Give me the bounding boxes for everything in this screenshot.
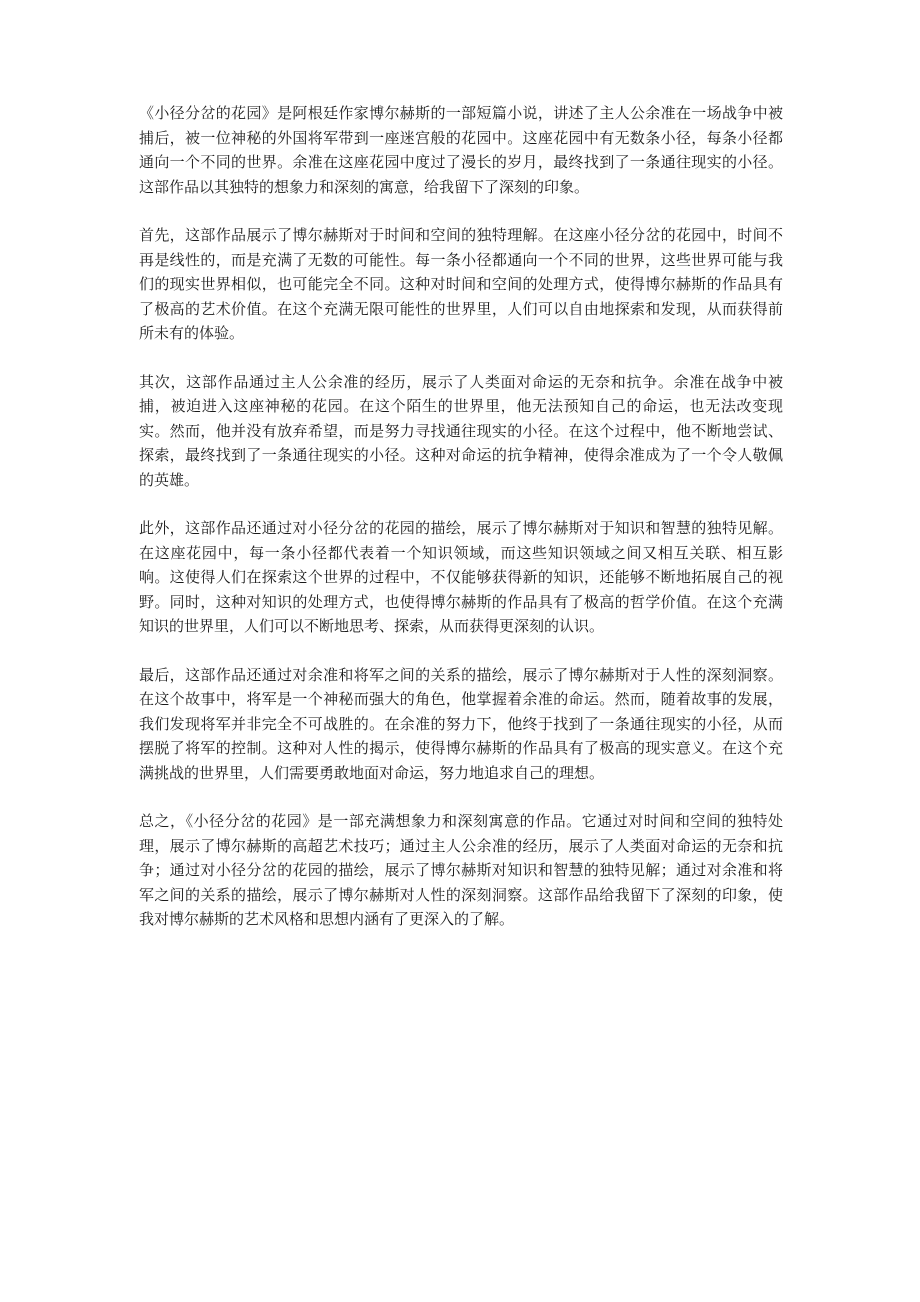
paragraph-conclusion: 总之，《小径分岔的花园》是一部充满想象力和深刻寓意的作品。它通过对时间和空间的独特处理，展示了博尔赫斯的高超艺术技巧；通过主人公余准的经历，展示了人类面对命运的无奈和抗争；通过对小径分岔的花园的描绘，展示了博尔赫斯对知识和智慧的独特见解；通过对余准和将军之间的关系的描绘，展示了博尔赫斯对人性的深刻洞察。这部作品给我留下了深刻的印象，使我对博尔赫斯的艺术风格和思想内涵有了更深入的了解。 [139, 812, 783, 928]
document-body [139, 101, 783, 956]
paragraph-time-space: 首先，这部作品展示了博尔赫斯对于时间和空间的独特理解。在这座小径分岔的花园中，时间不再是线性的，而是充满了无数的可能性。每一条小径都通向一个不同的世界，这些世界可能与我们的现实世界相似，也可能完全不同。这种对时间和空间的处理方式，使得博尔赫斯的作品具有了极高的艺术价值。在这个充满无限可能性的世界里，人们可以自由地探索和发现，从而获得前所未有的体验。 [139, 226, 783, 342]
paragraph-humanity: 最后，这部作品还通过对余准和将军之间的关系的描绘，展示了博尔赫斯对于人性的深刻洞察。在这个故事中，将军是一个神秘而强大的角色，他掌握着余准的命运。然而，随着故事的发展，我们发现将军并非完全不可战胜的。在余准的努力下，他终于找到了一条通往现实的小径，从而摆脱了将军的控制。这种对人性的揭示，使得博尔赫斯的作品具有了极高的现实意义。在这个充满挑战的世界里，人们需要勇敢地面对命运，努力地追求自己的理想。 [139, 665, 783, 782]
paragraph-fate: 其次，这部作品通过主人公余准的经历，展示了人类面对命运的无奈和抗争。余准在战争中被捕，被迫进入这座神秘的花园。在这个陌生的世界里，他无法预知自己的命运，也无法改变现实。然而，他并没有放弃希望，而是努力寻找通往现实的小径。在这个过程中，他不断地尝试、探索，最终找到了一条通往现实的小径。这种对命运的抗争精神，使得余准成为了一个令人敬佩的英雄。 [139, 372, 783, 489]
paragraph-intro: 《小径分岔的花园》是阿根廷作家博尔赫斯的一部短篇小说，讲述了主人公余准在一场战争中被捕后，被一位神秘的外国将军带到一座迷宫般的花园中。这座花园中有无数条小径，每条小径都通向一个不同的世界。余准在这座花园中度过了漫长的岁月，最终找到了一条通往现实的小径。这部作品以其独特的想象力和深刻的寓意，给我留下了深刻的印象。 [139, 104, 783, 196]
paragraph-knowledge: 此外，这部作品还通过对小径分岔的花园的描绘，展示了博尔赫斯对于知识和智慧的独特见解。在这座花园中，每一条小径都代表着一个知识领域，而这些知识领域之间又相互关联、相互影响。这使得人们在探索这个世界的过程中，不仅能够获得新的知识，还能够不断地拓展自己的视野。同时，这种对知识的处理方式，也使得博尔赫斯的作品具有了极高的哲学价值。在这个充满知识的世界里，人们可以不断地思考、探索，从而获得更深刻的认识。 [139, 519, 783, 635]
